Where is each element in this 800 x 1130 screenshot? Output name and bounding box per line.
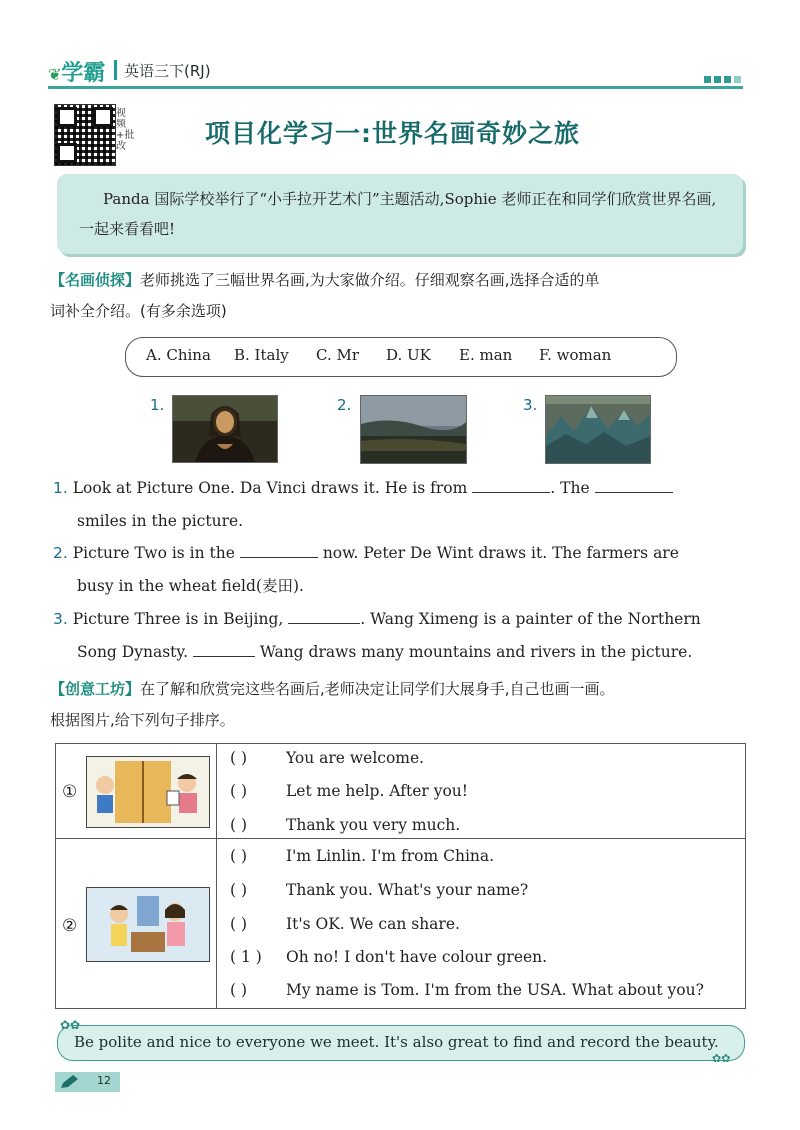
options-box bbox=[125, 337, 677, 377]
brand-logo: ❦学霸 bbox=[48, 61, 106, 86]
page-number: 12 bbox=[97, 1074, 111, 1087]
motto-banner bbox=[57, 1025, 745, 1061]
question-2: 2. Picture Two is in the now. Peter De Wint draws it. The farmers are busy in the wheat field(麦田). bbox=[53, 544, 679, 595]
flower-decoration-icon: ✿✿ bbox=[712, 1052, 731, 1065]
option-f: F. woman bbox=[539, 346, 612, 364]
landscape-painting bbox=[360, 395, 467, 464]
picture-label-2: 2. bbox=[337, 396, 352, 414]
section-workshop bbox=[50, 674, 760, 736]
pencil-icon bbox=[59, 1074, 81, 1090]
header-separator bbox=[114, 60, 117, 80]
qr-caption: 视频+批改 bbox=[116, 108, 135, 152]
option-e: E. man bbox=[459, 346, 513, 364]
answer-blank[interactable] bbox=[193, 642, 255, 657]
motto-text: Be polite and nice to everyone we meet. It's also great to find and record the beauty. bbox=[74, 1033, 719, 1051]
answer-paren[interactable]: ( ) bbox=[230, 782, 248, 800]
sentence-row: ( ) Let me help. After you! bbox=[230, 782, 469, 800]
sentence-row: ( ) It's OK. We can share. bbox=[230, 915, 460, 933]
leaf-icon: ❦ bbox=[48, 65, 62, 84]
sentence-row: ( 1 ) Oh no! I don't have colour green. bbox=[230, 948, 548, 966]
page-footer bbox=[55, 1072, 120, 1092]
group-label-1: ① bbox=[62, 782, 78, 802]
flower-decoration-icon: ✿✿ bbox=[60, 1018, 81, 1032]
section-detective bbox=[50, 265, 750, 327]
picture-label-3: 3. bbox=[523, 396, 538, 414]
section-tag: 【创意工坊】 bbox=[50, 680, 141, 698]
answer-blank[interactable] bbox=[288, 609, 360, 624]
section-tag: 【名画侦探】 bbox=[50, 271, 141, 289]
mona-lisa-painting bbox=[172, 395, 278, 463]
option-d: D. UK bbox=[386, 346, 431, 364]
header-squares-decoration bbox=[704, 68, 744, 87]
sentence-row: ( ) Thank you. What's your name? bbox=[230, 881, 529, 899]
section-text-cont: 词补全介绍。(有多余选项) bbox=[50, 302, 227, 320]
group-label-2: ② bbox=[62, 916, 78, 936]
picture-label-1: 1. bbox=[150, 396, 165, 414]
answer-blank[interactable] bbox=[595, 478, 673, 493]
answer-paren[interactable]: ( ) bbox=[230, 749, 248, 767]
scene-1-illustration bbox=[86, 756, 210, 828]
sentence-row: ( ) My name is Tom. I'm from the USA. What about you? bbox=[230, 981, 704, 999]
section-text: 老师挑选了三幅世界名画,为大家做介绍。仔细观察名画,选择合适的单 bbox=[140, 271, 600, 289]
answer-blank[interactable] bbox=[240, 543, 318, 558]
sentence-row: ( ) You are welcome. bbox=[230, 749, 425, 767]
header-rule bbox=[48, 86, 743, 89]
page-title: 项目化学习一:世界名画奇妙之旅 bbox=[205, 119, 580, 148]
question-3: 3. Picture Three is in Beijing, . Wang Ximeng is a painter of the Northern Song Dynasty. Wang draws many mountains and rivers in the picture. bbox=[53, 610, 701, 661]
option-c: C. Mr bbox=[316, 346, 360, 364]
option-b: B. Italy bbox=[234, 346, 289, 364]
option-a: A. China bbox=[146, 346, 211, 364]
mountains-rivers-painting bbox=[545, 395, 651, 464]
intro-box bbox=[57, 174, 743, 254]
qr-code[interactable] bbox=[54, 104, 116, 166]
book-subtitle: 英语三下(RJ) bbox=[124, 62, 211, 80]
sentence-row: ( ) Thank you very much. bbox=[230, 816, 461, 834]
answer-paren[interactable]: ( ) bbox=[230, 881, 248, 899]
answer-paren[interactable]: ( ) bbox=[230, 981, 248, 999]
answer-paren[interactable]: ( ) bbox=[230, 915, 248, 933]
answer-paren[interactable]: ( ) bbox=[230, 816, 248, 834]
section-text: 在了解和欣赏完这些名画后,老师决定让同学们大展身手,自己也画一画。 bbox=[140, 680, 615, 698]
section-text-cont: 根据图片,给下列句子排序。 bbox=[50, 711, 235, 729]
sentence-row: ( ) I'm Linlin. I'm from China. bbox=[230, 847, 495, 865]
answer-paren[interactable]: ( 1 ) bbox=[230, 948, 262, 966]
ordering-table bbox=[55, 743, 746, 1009]
intro-text: Panda 国际学校举行了“小手拉开艺术门”主题活动,Sophie 老师正在和同学们欣赏世界名画,一起来看看吧! bbox=[79, 190, 717, 238]
question-1: 1. Look at Picture One. Da Vinci draws it. He is from . The smiles in the picture. bbox=[53, 472, 753, 538]
answer-paren[interactable]: ( ) bbox=[230, 847, 248, 865]
answer-blank[interactable] bbox=[472, 478, 550, 493]
scene-2-illustration bbox=[86, 887, 210, 962]
